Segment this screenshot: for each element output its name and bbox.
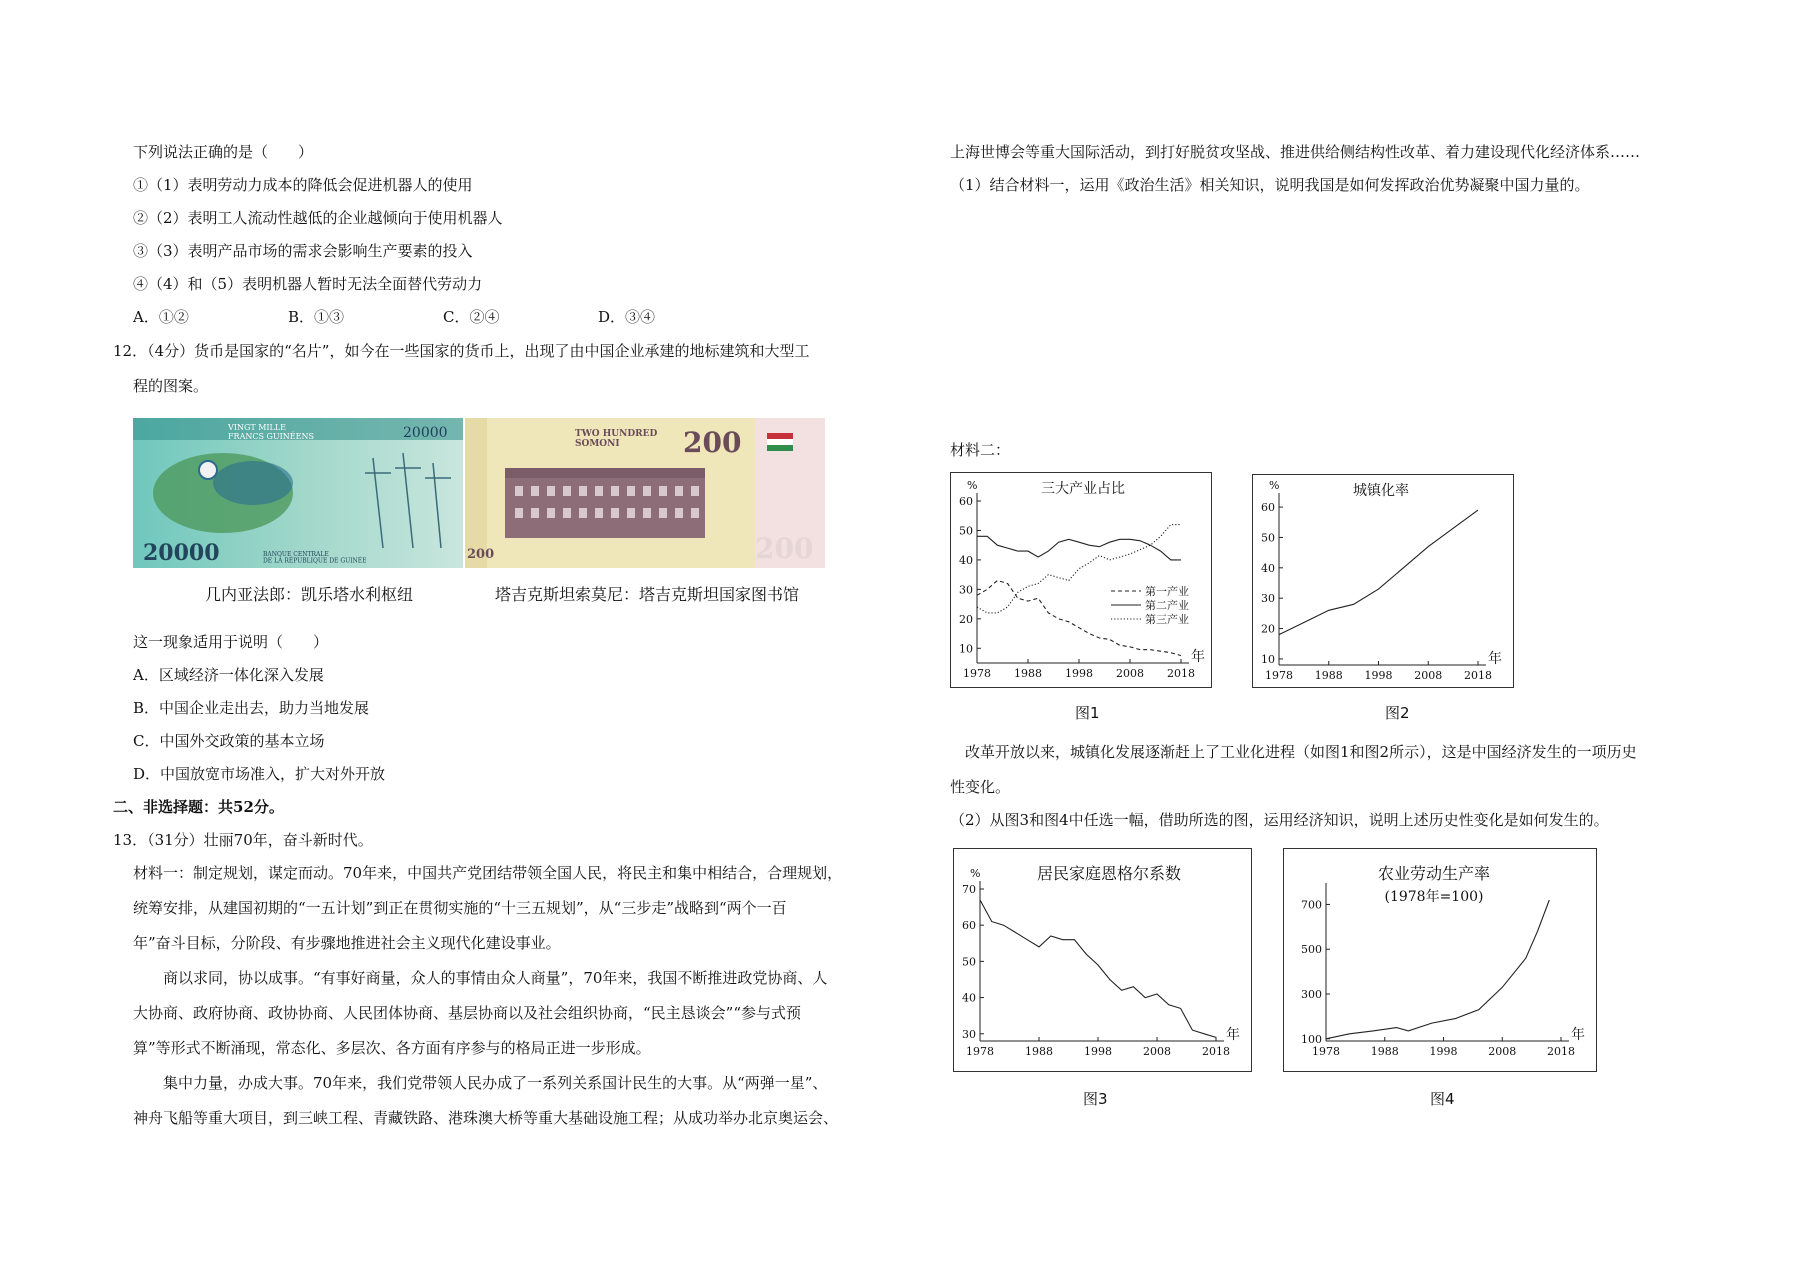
x-tick-label: 1978	[963, 667, 991, 680]
guinea-note-caption: 几内亚法郎：凯乐塔水利枢纽	[205, 585, 414, 604]
q13-line-2: 统筹安排，从建国初期的“一五计划”到正在贯彻实施的“十三五规划”，从“三步走”战略到“两个一百	[133, 899, 787, 917]
tajikistan-note-caption: 塔吉克斯坦索莫尼：塔吉克斯坦国家图书馆	[495, 585, 800, 604]
figure-3-caption: 图3	[1083, 1090, 1108, 1108]
series-line-1	[1326, 900, 1549, 1039]
q12-stem: 这一现象适用于说明（ ）	[133, 633, 329, 651]
x-axis-unit-label: 年	[1488, 651, 1502, 667]
y-tick-label: 40	[1261, 561, 1275, 575]
x-tick-label: 2008	[1143, 1045, 1171, 1058]
x-tick-label: 1978	[1312, 1045, 1340, 1058]
x-tick-label: 1988	[1314, 669, 1343, 682]
x-tick-label: 2018	[1202, 1045, 1230, 1058]
chart-subtitle: (1978年=100)	[1384, 889, 1484, 905]
q13-line-4: 商以求同，协以成事。“有事好商量，众人的事情由众人商量”，70年来，我国不断推进政党协商、人	[133, 969, 828, 987]
y-tick-label: 50	[962, 955, 976, 969]
y-tick-label: 30	[1261, 592, 1275, 606]
y-tick-label: 10	[959, 642, 973, 656]
y-tick-label: 700	[1301, 898, 1322, 912]
y-tick-label: 20	[959, 612, 973, 626]
guinea-note-bank: BANQUE CENTRALE DE LA RÉPUBLIQUE DE GUINÉE	[263, 551, 367, 565]
y-tick-label: 10	[1261, 652, 1275, 666]
x-tick-label: 2018	[1464, 669, 1492, 682]
y-tick-label: 30	[959, 583, 973, 597]
x-tick-label: 1988	[1014, 667, 1042, 680]
x-tick-label: 1978	[1265, 669, 1293, 682]
y-axis-unit-label: %	[970, 867, 981, 880]
q13-line-3: 年”奋斗目标，分阶段、有步骤地推进社会主义现代化建设事业。	[133, 934, 561, 952]
y-tick-label: 70	[962, 883, 976, 896]
figure-4-caption: 图4	[1430, 1090, 1455, 1108]
material1-continuation: 上海世博会等重大国际活动，到打好脱贫攻坚战、推进供给侧结构性改革、着力建设现代化经济体系……	[950, 143, 1641, 161]
y-tick-label: 30	[962, 1027, 976, 1041]
chart-title: 三大产业占比	[1041, 481, 1125, 497]
material2-para-line-2: 性变化。	[950, 778, 1011, 796]
x-tick-label: 2018	[1547, 1045, 1575, 1058]
x-tick-label: 1998	[1065, 667, 1093, 680]
y-tick-label: 60	[959, 495, 973, 508]
x-tick-label: 2008	[1414, 669, 1443, 682]
q11-item-4: ④（4）和（5）表明机器人暂时无法全面替代劳动力	[133, 275, 483, 293]
q13-line-6: 算”等形式不断涌现，常态化、多层次、各方面有序参与的格局正进一步形成。	[133, 1039, 651, 1057]
q13-title: 13．（31分）壮丽70年，奋斗新时代。	[113, 831, 373, 849]
q12-line-2: 程的图案。	[133, 377, 209, 395]
x-tick-label: 1978	[966, 1045, 994, 1058]
q13-line-7: 集中力量，办成大事。70年来，我们党带领人民办成了一系列关系国计民生的大事。从“两弹一星”、	[133, 1074, 828, 1092]
chart-title: 城镇化率	[1353, 483, 1409, 499]
figure-1-chart	[950, 472, 1212, 688]
x-tick-label: 2008	[1488, 1045, 1517, 1058]
chart-title: 农业劳动生产率	[1377, 864, 1491, 883]
q13-sub-2: （2）从图3和图4中任选一幅，借助所选的图，运用经济知识，说明上述历史性变化是如何发生的。	[950, 811, 1609, 829]
x-tick-label: 1998	[1429, 1045, 1458, 1058]
q12-option-a: A．区域经济一体化深入发展	[133, 666, 324, 684]
q11-option-a: A．①②	[133, 308, 189, 326]
section-2-heading: 二、非选择题：共52分。	[113, 798, 284, 816]
x-tick-label: 1998	[1084, 1045, 1112, 1058]
y-axis-unit-label: %	[1269, 479, 1280, 492]
tajik-note-value-bottom: 200	[755, 532, 814, 565]
figure-4-chart	[1283, 848, 1597, 1072]
x-axis-unit-label: 年	[1226, 1027, 1240, 1043]
x-tick-label: 1988	[1370, 1045, 1399, 1058]
q13-line-5: 大协商、政府协商、政协协商、人民团体协商、基层协商以及社会组织协商，“民主恳谈会”“参与式预	[133, 1004, 802, 1022]
y-tick-label: 20	[1261, 622, 1275, 636]
legend-label-1: 第一产业	[1145, 585, 1189, 598]
material2-label: 材料二：	[950, 441, 1011, 459]
y-tick-label: 60	[1261, 501, 1275, 515]
x-axis-unit-label: 年	[1571, 1027, 1585, 1043]
q11-options	[133, 307, 655, 327]
guinea-banknote-image	[133, 418, 463, 568]
q11-item-2: ②（2）表明工人流动性越低的企业越倾向于使用机器人	[133, 209, 503, 227]
figure-3-chart	[953, 848, 1252, 1072]
y-tick-label: 300	[1301, 987, 1322, 1001]
guinea-note-value-top: 20000	[403, 425, 448, 441]
y-axis-unit-label: %	[967, 479, 978, 492]
series-line-2	[977, 536, 1181, 560]
series-line-1	[1279, 510, 1478, 634]
x-tick-label: 1998	[1364, 669, 1393, 682]
tajik-note-value-top: 200	[683, 426, 742, 459]
y-tick-label: 50	[1261, 531, 1275, 545]
chart-title: 居民家庭恩格尔系数	[1036, 864, 1182, 883]
q12-option-c: C．中国外交政策的基本立场	[133, 732, 325, 750]
tajik-note-value-left: 200	[467, 547, 495, 562]
x-tick-label: 2008	[1116, 667, 1144, 680]
series-line-1	[980, 900, 1216, 1038]
x-tick-label: 1988	[1025, 1045, 1053, 1058]
q12-line-1: 12．（4分）货币是国家的“名片”，如今在一些国家的货币上，出现了由中国企业承建的地标建筑和大型工	[113, 342, 810, 360]
q13-line-8: 神舟飞船等重大项目，到三峡工程、青藏铁路、港珠澳大桥等重大基础设施工程；从成功举办北京奥运会、	[133, 1109, 839, 1127]
y-tick-label: 100	[1301, 1032, 1322, 1046]
q13-line-1: 材料一：制定规划，谋定而动。70年来，中国共产党团结带领全国人民，将民主和集中相结合，合理规划，	[133, 864, 843, 882]
x-tick-label: 2018	[1167, 667, 1195, 680]
guinea-note-top-text: VINGT MILLE FRANCS GUINÉENS	[228, 423, 314, 441]
q11-item-3: ③（3）表明产品市场的需求会影响生产要素的投入	[133, 242, 473, 260]
q13-sub-1: （1）结合材料一，运用《政治生活》相关知识，说明我国是如何发挥政治优势凝聚中国力量的。	[950, 176, 1590, 194]
tajik-note-top-label: TWO HUNDRED SOMONI	[575, 429, 658, 449]
y-tick-label: 40	[962, 991, 976, 1005]
y-tick-label: 60	[962, 919, 976, 933]
figure-1-caption: 图1	[1075, 704, 1100, 722]
y-tick-label: 40	[959, 553, 973, 567]
q11-option-c: C．②④	[443, 308, 500, 326]
x-axis-unit-label: 年	[1191, 649, 1205, 665]
legend-label-2: 第二产业	[1145, 599, 1189, 612]
guinea-note-value-bottom: 20000	[143, 540, 220, 566]
q12-option-d: D．中国放宽市场准入，扩大对外开放	[133, 765, 386, 783]
y-tick-label: 50	[959, 524, 973, 538]
legend-label-3: 第三产业	[1145, 613, 1189, 626]
tajikistan-banknote-image	[465, 418, 825, 568]
q11-item-1: ①（1）表明劳动力成本的降低会促进机器人的使用	[133, 176, 473, 194]
q11-option-d: D．③④	[598, 308, 656, 326]
y-tick-label: 500	[1301, 943, 1322, 957]
q11-option-b: B．①③	[288, 308, 345, 326]
q11-stem: 下列说法正确的是（ ）	[133, 143, 314, 161]
figure-2-chart	[1252, 474, 1514, 688]
figure-2-caption: 图2	[1385, 704, 1410, 722]
q12-option-b: B．中国企业走出去，助力当地发展	[133, 699, 370, 717]
material2-para-line-1: 改革开放以来，城镇化发展逐渐赶上了工业化进程（如图1和图2所示），这是中国经济发生的一项历史	[950, 743, 1637, 761]
